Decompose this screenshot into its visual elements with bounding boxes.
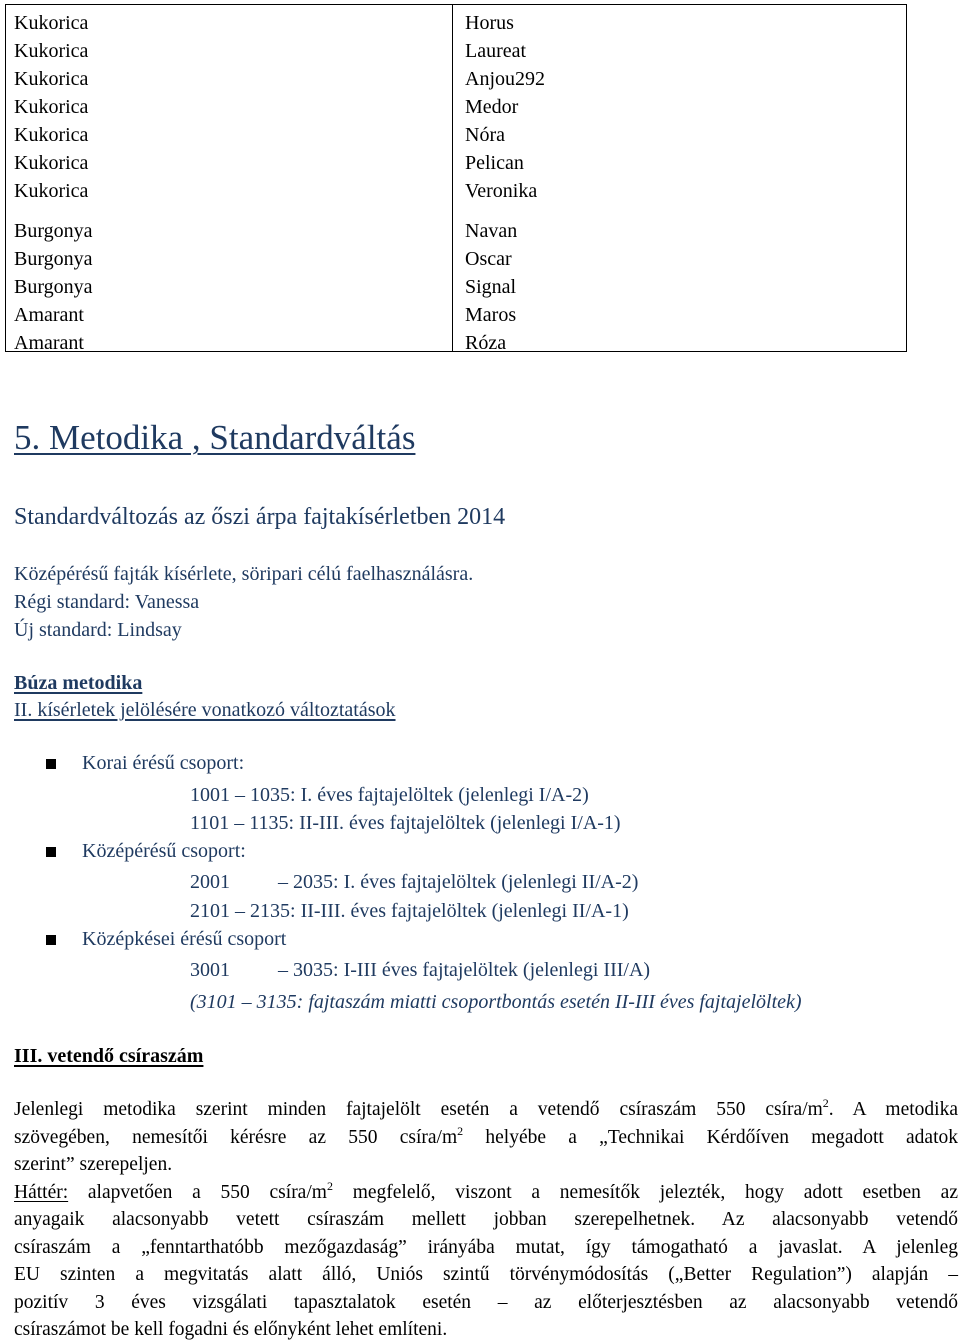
buza-heading: Búza metodika: [14, 672, 143, 694]
table-cell-variety: Laureat: [465, 40, 527, 62]
code-range: 1101 – 1135:: [190, 812, 295, 834]
group-early-line-2: [190, 812, 621, 835]
code-end: – 3035:: [278, 959, 339, 981]
vetendo-paragraph-2-line-1: Háttér: alapvetően a 550 csíra/$m^2$ megfelelő, viszont a nemesítők jelezték, hogy adott esetben az: [14, 1179, 958, 1203]
code-range: 1001 – 1035:: [190, 784, 296, 806]
table-cell-crop: Kukorica: [14, 124, 89, 146]
code-range: 2101 – 2135:: [190, 900, 296, 922]
table-cell-crop: Kukorica: [14, 12, 89, 34]
buza-subheading: II. kísérletek jelölésére vonatkozó változtatások: [14, 699, 396, 721]
code-description: I. éves fajtajelöltek (jelenlegi I/A-2): [300, 784, 589, 806]
code-end: – 2035:: [278, 871, 339, 893]
table-cell-variety: Navan: [465, 220, 518, 242]
code-start: 2001: [190, 871, 230, 893]
table-column-divider: [452, 5, 453, 351]
table-cell-variety: Pelican: [465, 152, 524, 174]
table-cell-crop: Kukorica: [14, 180, 89, 202]
table-cell-crop: Kukorica: [14, 152, 89, 174]
code-description: II-III. éves fajtajelöltek (jelenlegi II/A-1): [300, 900, 629, 922]
subsection-title: Standardváltozás az őszi árpa fajtakísérletben 2014: [14, 504, 506, 530]
crop-column: [14, 9, 93, 357]
vetendo-paragraph-2-line-5: pozitív 3 éves vizsgálati tapasztalatok esetén – az előterjesztésben az alacsonyabb vetendő: [14, 1292, 958, 1313]
bullet-icon: [46, 847, 56, 857]
table-cell-variety: Maros: [465, 304, 517, 326]
vetendo-paragraph-1-line-3: szerint” szerepeljen.: [14, 1154, 173, 1175]
table-cell-crop: Amarant: [14, 332, 84, 354]
section-title: 5. Metodika , Standardváltás: [14, 418, 416, 457]
table-cell-crop: Burgonya: [14, 220, 93, 242]
table-cell-variety: Róza: [465, 332, 507, 354]
variety-column: [465, 9, 545, 357]
table-cell-variety: Signal: [465, 276, 517, 298]
vetendo-heading: III. vetendő csíraszám: [14, 1045, 204, 1067]
bullet-icon: [46, 935, 56, 945]
intro-line-2: Régi standard: Vanessa: [14, 591, 200, 613]
group-label-late: Középkései érésű csoport: [82, 928, 287, 950]
vetendo-paragraph-2-line-4: EU szinten a megvitatás alatt álló, Uniós szintű törvénymódosítás („Better Regulation”) alapján –: [14, 1264, 958, 1285]
vetendo-paragraph-1-line-2: szövegében, nemesítői kérésre az 550 csíra/$m^2$ helyébe a „Technikai Kérdőíven megadott adatok: [14, 1124, 959, 1148]
background-label: Háttér:: [14, 1182, 69, 1203]
group-label-mid: Középérésű csoport:: [82, 840, 246, 862]
table-cell-crop: Amarant: [14, 304, 84, 326]
table-cell-variety: Anjou292: [465, 68, 545, 90]
group-label-early: Korai érésű csoport:: [82, 752, 245, 774]
bullet-icon: [46, 759, 56, 769]
table-cell-crop: Burgonya: [14, 276, 93, 298]
table-cell-variety: Horus: [465, 12, 514, 34]
code-description: I-III éves fajtajelöltek (jelenlegi III/A): [343, 959, 651, 981]
table-cell-variety: Oscar: [465, 248, 512, 270]
intro-line-3: Új standard: Lindsay: [14, 619, 182, 641]
vetendo-paragraph-2-line-6: csíraszámot be kell fogadni és előnyként lehet említeni.: [14, 1319, 448, 1340]
code-description: I. éves fajtajelöltek (jelenlegi II/A-2): [343, 871, 639, 893]
intro-line-1: Középérésű fajták kísérlete, söripari célú faelhasználásra.: [14, 563, 474, 585]
code-description: II-III. éves fajtajelöltek (jelenlegi I/A-1): [299, 812, 621, 834]
vetendo-paragraph-2-line-3: csíraszám a „fenntarthatóbb mezőgazdaság” irányába mutat, így támogatható a javaslat. A jelenleg: [14, 1237, 958, 1258]
table-cell-variety: Veronika: [465, 180, 538, 202]
table-cell-crop: Burgonya: [14, 248, 93, 270]
code-start: 3001: [190, 959, 230, 981]
group-mid-line-2: [190, 900, 629, 923]
vetendo-paragraph-1-line-1: Jelenlegi metodika szerint minden fajtajelölt esetén a vetendő csíraszám 550 csíra/$m^2$. A metodika: [14, 1096, 958, 1120]
group-late-note: (3101 – 3135: fajtaszám miatti csoportbontás esetén II-III éves fajtajelöltek): [190, 991, 802, 1013]
group-early-line-1: [190, 784, 589, 807]
table-cell-crop: Kukorica: [14, 68, 89, 90]
table-cell-variety: Medor: [465, 96, 519, 118]
group-mid-line-1: [190, 871, 638, 894]
table-cell-crop: Kukorica: [14, 96, 89, 118]
table-cell-variety: Nóra: [465, 124, 505, 146]
table-cell-crop: Kukorica: [14, 40, 89, 62]
crop-variety-table: [5, 4, 907, 352]
group-late-line-1: [190, 959, 650, 982]
vetendo-paragraph-2-line-2: anyagaik alacsonyabb vetett csíraszám mellett jobban szerepelhetnek. Az alacsonyabb vetendő: [14, 1209, 958, 1230]
